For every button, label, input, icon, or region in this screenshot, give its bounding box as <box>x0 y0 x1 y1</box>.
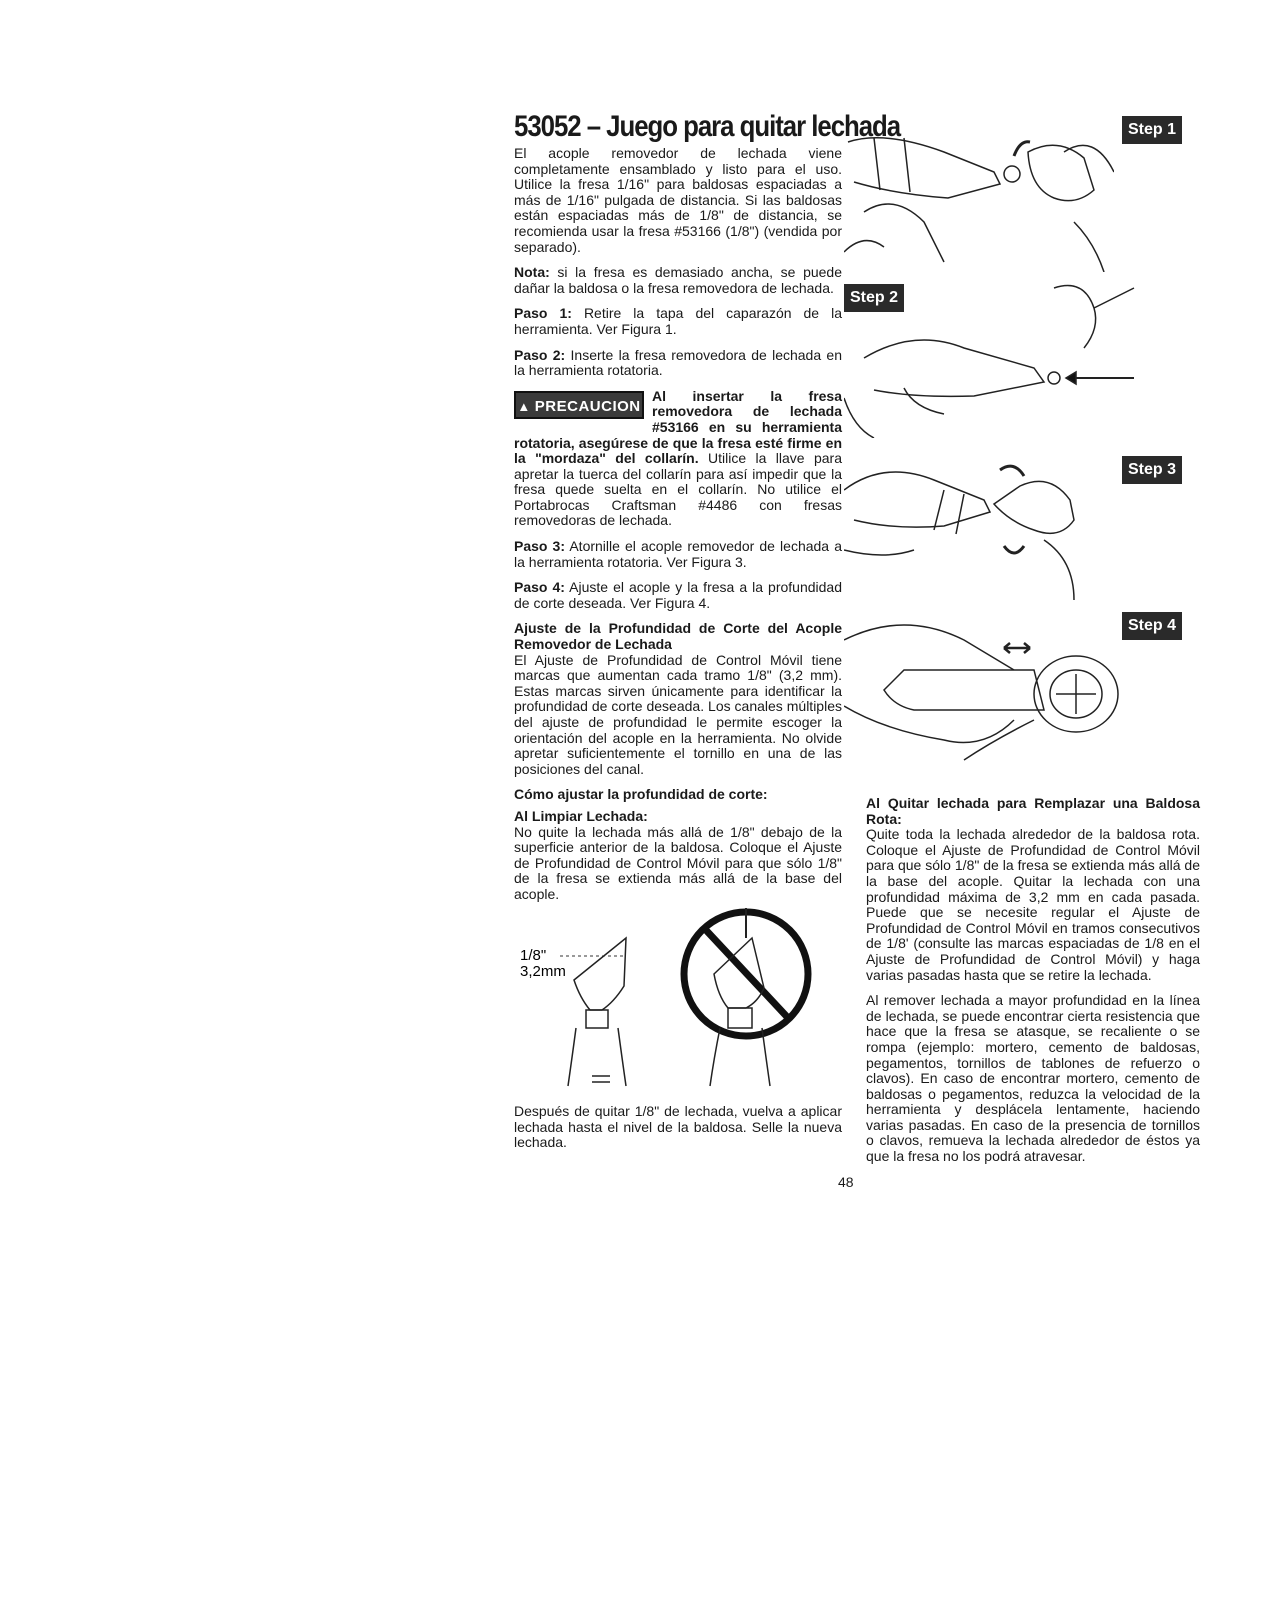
caution-badge-label: PRECAUCION <box>534 397 641 415</box>
caution-badge <box>514 391 644 419</box>
step-1-text: Retire la tapa del caparazón de la herramienta. Ver Figura 1. <box>514 305 842 337</box>
step-2-badge: Step 2 <box>844 284 904 312</box>
step-2-text: Inserte la fresa removedora de lechada en la herramienta rotatoria. <box>514 346 842 379</box>
step-3-label: Paso 3: <box>514 538 566 555</box>
after-paragraph: Después de quitar 1/8" de lechada, vuelva a aplicar lechada hasta el nivel de la baldosa. Selle la nueva lechada. <box>514 1103 842 1151</box>
depth-label-inch: 1/8" <box>520 947 547 964</box>
caution-text: Utilice la llave para apretar la tuerca del collarín para así impedir que la fresa quede suelta en el collarín. No utilice el Portabrocas Craftsman #4486 con fresas removedoras de lechada. <box>514 450 842 529</box>
depth-paragraph: El Ajuste de Profundidad de Control Móvil tiene marcas que aumentan cada tramo 1/8" (3,2 mm). Estas marcas sirven únicamente para identificar la profundidad de corte deseada. Los canales múltiples del ajuste de profundidad le permite escoger la orientación del acople en la herramienta. No olvide apretar suficientemente el tornillo en una de las posiciones del canal. <box>514 651 842 777</box>
warning-icon: ▲ <box>517 398 531 414</box>
note-label: Nota: <box>514 264 550 281</box>
step-2-paragraph <box>514 348 842 379</box>
replace-paragraph-1: Quite toda la lechada alrededor de la baldosa rota. Coloque el Ajuste de Profundidad de Control Móvil para que sólo 1/8" de la fresa se extienda más allá de la base del acople. Quitar la lechada con una profundidad máxima de 3,2 mm en cada pasada. Puede que se necesite regular el Ajuste de Profundidad de Control Móvil en tramos consecutivos de 1/8' (consulte las marcas espaciadas de 1/8 en el Ajuste de Profundidad de Control Móvil) y haga varias pasadas hasta que se retire la lechada. <box>866 826 1200 983</box>
step-3-text: Atornille el acople removedor de lechada a la herramienta rotatoria. Ver Figura 3. <box>514 538 842 570</box>
depth-heading: Ajuste de la Profundidad de Corte del Acople Removedor de Lechada <box>514 620 842 653</box>
page-number: 48 <box>838 1174 854 1190</box>
prohibited-drawing <box>684 908 808 1086</box>
step-3-badge: Step 3 <box>1122 456 1182 484</box>
note-text: si la fresa es demasiado ancha, se puede dañar la baldosa o la fresa removedora de lechada. <box>514 264 843 296</box>
how-paragraph: No quite la lechada más allá de 1/8" debajo de la superficie anterior de la baldosa. Coloque el Ajuste de Profundidad de Control Móvil para que sólo 1/8" de la fresa se extienda más allá de la base del acople. <box>514 823 842 902</box>
how-heading: Cómo ajustar la profundidad de corte: <box>514 786 768 803</box>
figure-4 <box>844 610 1144 775</box>
figure-2 <box>844 278 1144 443</box>
step-1-label: Paso 1: <box>514 305 572 322</box>
page-title: 53052 – Juego para quitar lechada <box>514 110 901 143</box>
replace-heading: Al Quitar lechada para Remplazar una Baldosa Rota: <box>866 795 1200 827</box>
note-paragraph <box>514 265 842 296</box>
step-1-badge: Step 1 <box>1122 116 1182 144</box>
intro-paragraph: El acople removedor de lechada viene completamente ensamblado y listo para el uso. Utilice la fresa 1/16" para baldosas espaciadas a más de 1/16" pulgada de distancia. Si las baldosas están espaciadas más de 1/8" de distancia, se recomienda usar la fresa #53166 (1/8") (vendida por separado). <box>514 145 842 255</box>
caution-bold-text: Al insertar la fresa removedora de lechada #53166 en su herramienta rotatoria, asegúrese de que la fresa esté firme en la "mordaza" del collarín. <box>514 387 842 467</box>
step-4-badge: Step 4 <box>1122 612 1182 640</box>
replace-paragraph-2: Al remover lechada a mayor profundidad en la línea de lechada, se puede encontrar cierta resistencia que hace que la fresa se atasque, se recaliente o se rompa (ejemplo: mortero, cemento de baldosas, pegamentos, tornillos de tablones de refuerzo o clavos). En caso de encontrar mortero, cemento de baldosas o pegamentos, reduzca la velocidad de la herramienta y desplácela lentamente, haciendo varias pasadas. En caso de la presencia de tornillos o clavos, remueva la lechada alrededor de éstos ya que la fresa no los podrá atravesar. <box>866 992 1200 1165</box>
caution-block <box>514 389 842 529</box>
how-subheading: Al Limpiar Lechada: <box>514 807 648 824</box>
step-2-label: Paso 2: <box>514 346 566 363</box>
right-column <box>866 796 1200 1175</box>
step-1-paragraph <box>514 306 842 337</box>
step-4-paragraph <box>514 580 842 611</box>
depth-label-mm: 3,2mm <box>520 963 566 980</box>
bit-attachment-drawing <box>568 938 626 1086</box>
figure-1 <box>844 112 1114 277</box>
step-3-paragraph <box>514 539 842 570</box>
step-4-text: Ajuste el acople y la fresa a la profundidad de corte deseada. Ver Figura 4. <box>514 579 842 611</box>
step-4-label: Paso 4: <box>514 579 565 596</box>
figure-3 <box>844 450 1124 605</box>
depth-diagram <box>514 898 834 1103</box>
